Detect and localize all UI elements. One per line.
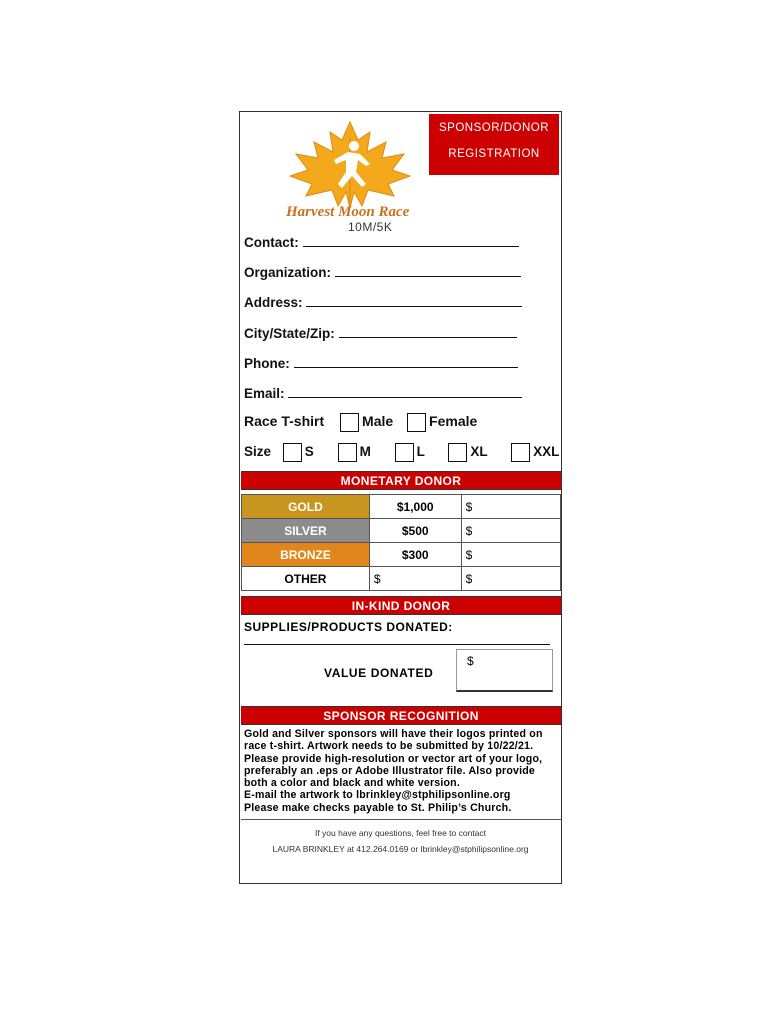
- tier-bronze: BRONZE: [242, 543, 370, 567]
- contact-label: Contact:: [244, 235, 299, 250]
- phone-input-line[interactable]: [294, 355, 518, 368]
- size-m-label: M: [359, 444, 371, 460]
- phone-field[interactable]: [244, 355, 518, 371]
- table-row: [242, 543, 561, 567]
- recognition-line: Gold and Silver sponsors will have their logos printed on: [244, 728, 543, 740]
- recognition-line: E-mail the artwork to lbrinkley@stphilipsonline.org: [244, 789, 511, 802]
- address-field[interactable]: [244, 294, 522, 310]
- tier-other: OTHER: [242, 567, 370, 591]
- entry-gold[interactable]: $: [461, 495, 560, 519]
- amount-other[interactable]: $: [369, 567, 461, 591]
- amount-bronze: $300: [369, 543, 461, 567]
- recognition-line: both a color and black and white version.: [244, 777, 460, 790]
- size-label: Size: [244, 444, 272, 460]
- amount-gold: $1,000: [369, 495, 461, 519]
- contact-field[interactable]: [244, 234, 519, 250]
- monetary-donor-header: MONETARY DONOR: [241, 471, 561, 490]
- value-donated-label: VALUE DONATED: [324, 666, 434, 680]
- registration-header: [429, 114, 559, 175]
- size-xxl-checkbox[interactable]: [511, 443, 530, 462]
- address-input-line[interactable]: [306, 294, 522, 307]
- recognition-line: Please provide high-resolution or vector art of your logo,: [244, 752, 543, 765]
- city-state-zip-label: City/State/Zip:: [244, 326, 335, 341]
- maple-leaf-icon: [270, 118, 430, 208]
- size-s-label: S: [304, 444, 314, 460]
- entry-silver[interactable]: $: [461, 519, 560, 543]
- recognition-line: Please make checks payable to St. Philip’s Church.: [244, 801, 512, 814]
- size-s-checkbox[interactable]: [283, 443, 302, 462]
- size-l-label: L: [416, 444, 425, 460]
- value-donated-input[interactable]: [456, 649, 553, 692]
- supplies-input-line[interactable]: [244, 644, 550, 645]
- tier-gold: GOLD: [242, 495, 370, 519]
- header-line1: SPONSOR/DONOR: [438, 122, 549, 134]
- header-line2: REGISTRATION: [448, 148, 540, 160]
- table-row: [242, 495, 561, 519]
- email-field[interactable]: [244, 385, 522, 401]
- phone-label: Phone:: [244, 356, 290, 371]
- size-xl-checkbox[interactable]: [448, 443, 467, 462]
- male-checkbox[interactable]: [340, 413, 359, 432]
- recognition-text: [244, 728, 558, 814]
- email-label: Email:: [244, 386, 285, 401]
- inkind-donor-header: IN-KIND DONOR: [241, 596, 561, 615]
- table-row: [242, 567, 561, 591]
- organization-field[interactable]: [244, 264, 521, 280]
- tier-silver: SILVER: [242, 519, 370, 543]
- contact-note: If you have any questions, feel free to contact: [314, 828, 487, 838]
- recognition-line: race t-shirt. Artwork needs to be submitted by 10/22/21.: [244, 740, 534, 753]
- recognition-line: preferably an .eps or Adobe Illustrator file. Also provide: [244, 764, 536, 777]
- tshirt-label: Race T-shirt: [244, 413, 325, 430]
- size-xxl-label: XXL: [533, 444, 560, 460]
- logo-subtitle: 10M/5K: [348, 220, 393, 234]
- size-l-checkbox[interactable]: [395, 443, 414, 462]
- sponsor-registration-form: [239, 111, 562, 884]
- female-label: Female: [429, 413, 478, 430]
- divider: [241, 819, 561, 820]
- tshirt-row: [244, 413, 477, 432]
- city-state-zip-input-line[interactable]: [339, 325, 517, 338]
- address-label: Address:: [244, 295, 303, 310]
- monetary-donor-table: [241, 494, 561, 591]
- contact-input-line[interactable]: [303, 234, 519, 247]
- size-m-checkbox[interactable]: [338, 443, 357, 462]
- supplies-label: SUPPLIES/PRODUCTS DONATED:: [244, 620, 453, 634]
- race-logo: [270, 118, 430, 234]
- contact-details: LAURA BRINKLEY at 412.264.0169 or lbrinkley@stphilipsonline.org: [272, 844, 529, 854]
- sponsor-recognition-header: SPONSOR RECOGNITION: [241, 706, 561, 725]
- amount-silver: $500: [369, 519, 461, 543]
- organization-label: Organization:: [244, 265, 331, 280]
- entry-bronze[interactable]: $: [461, 543, 560, 567]
- entry-other[interactable]: $: [461, 567, 560, 591]
- value-prefix: $: [467, 654, 474, 668]
- logo-title: Harvest Moon Race: [286, 204, 410, 220]
- organization-input-line[interactable]: [335, 264, 521, 277]
- size-xl-label: XL: [470, 444, 488, 460]
- city-state-zip-field[interactable]: [244, 325, 517, 341]
- female-checkbox[interactable]: [407, 413, 426, 432]
- email-input-line[interactable]: [288, 385, 522, 398]
- table-row: [242, 519, 561, 543]
- size-row: [244, 443, 559, 462]
- male-label: Male: [362, 413, 394, 430]
